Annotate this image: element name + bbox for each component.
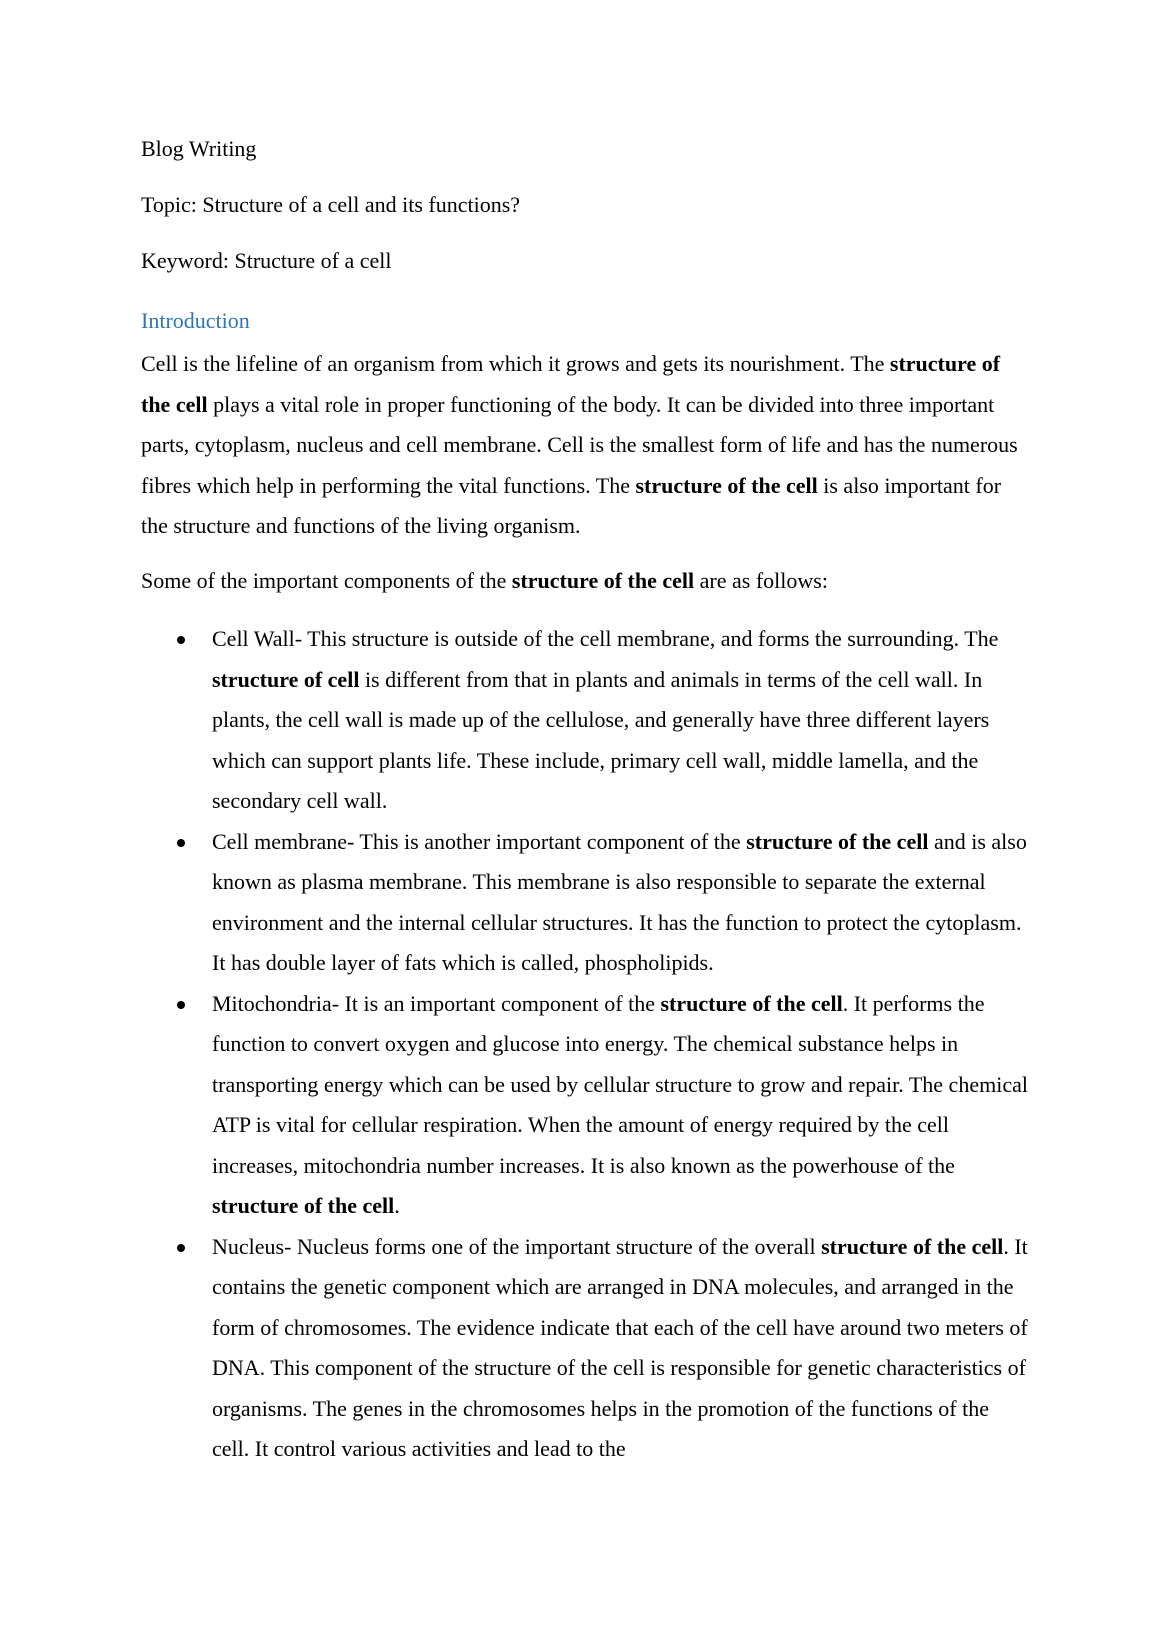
components-lead-paragraph bbox=[141, 561, 1031, 602]
list-item-mitochondria bbox=[141, 984, 1031, 1227]
lead-keyword: structure of the cell bbox=[511, 567, 695, 593]
nucleus-keyword: structure of the cell bbox=[821, 1233, 1004, 1259]
cell-wall-text-2: is different from that in plants and animals in terms of the cell wall. In plants, the cell wall is made up of the cellulose, and generally have three different layers which can support plants life. These include, primary cell wall, middle lamella, and the secondary cell wall. bbox=[212, 666, 990, 813]
cell-membrane-keyword: structure of the cell bbox=[746, 828, 929, 854]
section-heading-introduction: Introduction bbox=[141, 308, 250, 333]
cell-membrane-text-2: and is also known as plasma membrane. This membrane is also responsible to separate the external environment and the internal cellular structures. It has the function to protect the cytoplasm. It has double layer of fats which is called, phospholipids. bbox=[212, 828, 1027, 975]
list-item-nucleus bbox=[141, 1227, 1031, 1470]
intro-paragraph bbox=[141, 344, 1031, 547]
nucleus-text-1: Nucleus- Nucleus forms one of the important structure of the overall bbox=[212, 1233, 822, 1259]
mitochondria-text-1: Mitochondria- It is an important component of the bbox=[212, 990, 661, 1016]
mitochondria-text-3: . bbox=[394, 1193, 400, 1218]
document-title: Blog Writing bbox=[141, 136, 257, 161]
cell-membrane-text-1: Cell membrane- This is another important component of the bbox=[212, 828, 747, 854]
bullet-icon bbox=[177, 1244, 185, 1252]
list-item-cell-membrane bbox=[141, 822, 1031, 984]
intro-keyword-1: structure of the cell bbox=[141, 351, 1001, 417]
mitochondria-keyword-2: structure of the cell bbox=[212, 1193, 395, 1218]
bullet-icon bbox=[177, 1001, 185, 1009]
nucleus-text-2: . It contains the genetic component which are arranged in DNA molecules, and arranged in the form of chromosomes. The evidence indicate that each of the cell have around two meters of DNA. This component of the structure of the cell is responsible for genetic characteristics of organisms. The genes in the chromosomes helps in the promotion of the functions of the cell. It control various activities and lead to the bbox=[212, 1233, 1028, 1461]
intro-text-3: is also important for the structure and functions of the living organism. bbox=[141, 472, 1002, 538]
bullet-icon bbox=[177, 839, 185, 847]
components-list bbox=[141, 619, 1031, 1470]
lead-text-2: are as follows: bbox=[694, 567, 828, 593]
bullet-icon bbox=[177, 636, 185, 644]
mitochondria-keyword-1: structure of the cell bbox=[660, 990, 843, 1016]
lead-text-1: Some of the important components of the bbox=[141, 567, 512, 593]
topic-line: Topic: Structure of a cell and its functions? bbox=[141, 192, 521, 217]
intro-keyword-2: structure of the cell bbox=[635, 472, 818, 498]
keyword-line: Keyword: Structure of a cell bbox=[141, 248, 392, 273]
intro-text-2: plays a vital role in proper functioning of the body. It can be divided into three important parts, cytoplasm, nucleus and cell membrane. Cell is the smallest form of life and has the numerous fibres which help in performing the vital functions. The bbox=[141, 391, 1018, 498]
document-page bbox=[141, 134, 1031, 1470]
intro-text-1: Cell is the lifeline of an organism from which it grows and gets its nourishment. The bbox=[141, 351, 890, 376]
cell-wall-text-1: Cell Wall- This structure is outside of the cell membrane, and forms the surrounding. The bbox=[212, 626, 999, 651]
list-item-cell-wall bbox=[141, 619, 1031, 822]
mitochondria-text-2: . It performs the function to convert oxygen and glucose into energy. The chemical substance helps in transporting energy which can be used by cellular structure to grow and repair. The chemical ATP is vital for cellular respiration. When the amount of energy required by the cell increases, mitochondria number increases. It is also known as the powerhouse of the bbox=[212, 990, 1028, 1178]
cell-wall-keyword: structure of cell bbox=[212, 666, 360, 692]
